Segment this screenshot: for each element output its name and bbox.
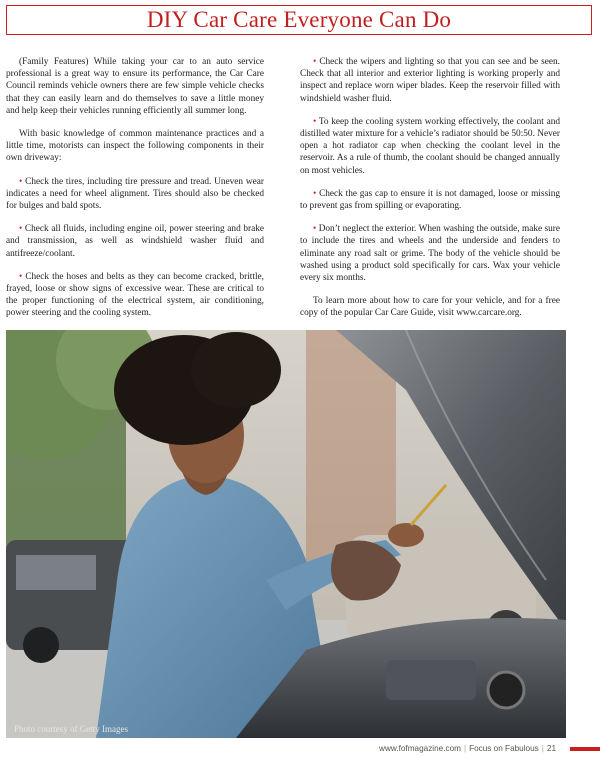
bullet-item: • Don’t neglect the exterior. When washing the outside, make sure to include the tires and wheels and the underside and fenders to eliminate any road salt or grime. The body of the vehicle should be washed using a product sold specifically for cars. Wax your vehicle every six months. (300, 224, 560, 284)
right-column (300, 56, 560, 331)
bullet-icon: • (19, 271, 23, 282)
page-footer (0, 742, 600, 757)
bullet-item: • Check the tires, including tire pressure and tread. Uneven wear indicates a need for wheel alignment. Tires should also be checked for bulges and bald spots. (6, 176, 264, 212)
car-window-shape (16, 555, 96, 590)
article-title: DIY Car Care Everyone Can Do (146, 7, 452, 32)
title-box (6, 5, 592, 35)
footer-text (379, 744, 556, 753)
bullet-item: • Check all fluids, including engine oil, power steering and brake and transmission, as well as windshield washer fluid and antifreeze/coolant. (6, 224, 265, 259)
bullet-icon: • (313, 188, 317, 199)
wheel-shape (23, 627, 59, 663)
engine-part-shape (386, 660, 476, 700)
intro-paragraph: (Family Features) While taking your car to an auto service professional is a great way to ensure its performance, the Car Care Council reminds vehicle owners there are few simple vehicle checks that they can easily learn and do themselves to save a little money and help keep their vehicles running efficiently all summer long. (6, 57, 264, 116)
photo-caption: Photo courtesy of Getty Images (14, 724, 128, 734)
bullet-item: • Check the hoses and belts as they can become cracked, brittle, frayed, loose or show signs of excessive wear. These are critical to the proper functioning of the electrical system, air conditioning, power steering and the cooling system. (6, 271, 264, 319)
bullet-icon: • (19, 224, 23, 235)
intro-paragraph-2: With basic knowledge of common maintenance practices and a little time, motorists can inspect the following components in their own driveway: (6, 129, 264, 164)
bullet-icon: • (19, 176, 23, 187)
hand-shape (388, 523, 424, 547)
bullet-item: • Check the gas cap to ensure it is not damaged, loose or missing to prevent gas from spilling or evaporating. (300, 188, 561, 212)
footer-separator: | (463, 744, 467, 753)
footer-accent-bar (570, 747, 600, 751)
page-number: 21 (546, 744, 556, 753)
hair-shape (191, 332, 281, 408)
photo-illustration (6, 330, 566, 738)
footer-site-link[interactable]: www.fofmagazine.com (379, 744, 461, 753)
footer-publication: Focus on Fabulous (469, 744, 539, 753)
left-column (6, 56, 264, 331)
footer-separator: | (541, 744, 544, 753)
article-photo (6, 330, 566, 738)
bullet-icon: • (313, 116, 317, 127)
bullet-icon: • (313, 224, 317, 235)
bullet-item: • Check the wipers and lighting so that you can see and be seen. Check that all interior and exterior lighting is working properly and inspect and replace worn wiper blades. Keep the reservoir filled with windshield washer fluid. (300, 57, 560, 104)
bullet-icon: • (313, 57, 317, 67)
closing-paragraph: To learn more about how to care for your vehicle, and for a free copy of the popular Car Care Guide, visit www.carcare.org. (300, 296, 560, 319)
bullet-item: • To keep the cooling system working effectively, the coolant and distilled water mixture for a vehicle’s radiator should be 50:50. Never open a hot radiator cap when checking the coolant level in the reservoir. As a rule of thumb, the coolant should be changed annually on most vehicles. (300, 116, 560, 176)
engine-part-shape (488, 672, 524, 708)
